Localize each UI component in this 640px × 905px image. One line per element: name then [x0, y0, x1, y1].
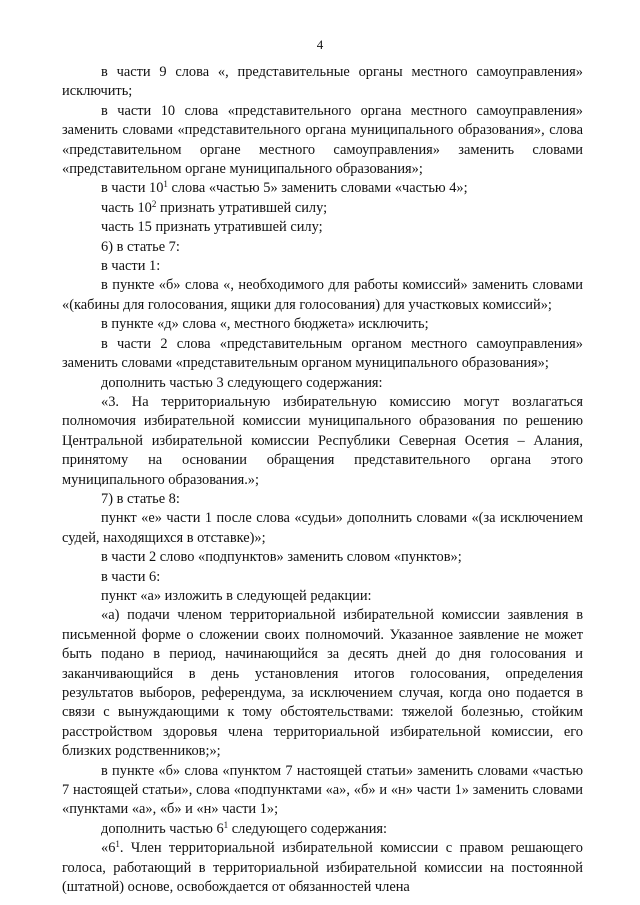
paragraph-text-end: . Член территориальной избирательной комиссии с правом решающего голоса, работающий в территориальной избирательной комиссии на постоянной (штатной) основе, освобождается от обязанностей члена	[62, 840, 583, 896]
paragraph	[62, 839, 583, 897]
document-body	[62, 63, 583, 897]
paragraph: 7) в статье 8:	[101, 490, 180, 507]
paragraph: «а) подачи членом территориальной избирательной комиссии заявления в письменной форме о сложении своих полномочий. Указанное заявление не может быть подано в период, начинающийся за десять дней до дня голосования и заканчивающийся в день установления итогов голосования, определения результатов выборов, референдума, за исключением случая, когда оно подается в связи с вынуждающими к тому обстоятельствами: тяжелой болезнью, стойким расстройством здоровья члена территориальной избирательной комиссии, его близких родственников;»;	[62, 607, 583, 760]
paragraph-text-start: в части 10	[101, 180, 164, 197]
superscript-index: 1	[115, 839, 120, 850]
paragraph: в пункте «б» слова «пунктом 7 настоящей статьи» заменить словами «частью 7 настоящей статьи», слова «подпунктами «а», «б» и «н» части 1» заменить словами «пунктами «а», «б» и «н» части 1»;	[62, 762, 583, 818]
superscript-index: 2	[151, 198, 157, 209]
superscript-index: 1	[163, 179, 168, 190]
paragraph: в части 2 слова «представительным органом местного самоуправления» заменить словами «представительным органом муниципального образования»;	[62, 335, 583, 372]
paragraph: 6) в статье 7:	[101, 238, 180, 255]
paragraph: в пункте «б» слова «, необходимого для работы комиссий» заменить словами «(кабины для голосования, ящики для голосования) для участковых комиссий»;	[62, 277, 583, 313]
paragraph: пункт «а» изложить в следующей редакции:	[101, 587, 372, 604]
paragraph-text-start: «6	[101, 840, 116, 857]
paragraph-text-end: следующего содержания:	[228, 820, 388, 837]
paragraph: часть 15 признать утратившей силу;	[101, 219, 323, 236]
paragraph: в части 1:	[101, 258, 161, 275]
paragraph-text-end: слова «частью 5» заменить словами «частью 4»;	[167, 180, 468, 197]
paragraph: в части 6:	[101, 568, 161, 585]
paragraph	[62, 179, 583, 198]
paragraph-text-start: часть 10	[101, 199, 152, 216]
paragraph: в части 9 слова «, представительные органы местного самоуправления» исключить;	[62, 64, 583, 100]
page-number: 4	[316, 37, 324, 52]
paragraph-text-end: признать утратившей силу;	[156, 199, 328, 216]
paragraph: в части 2 слово «подпунктов» заменить словом «пунктов»;	[101, 549, 462, 566]
paragraph-text-start: дополнить частью 6	[101, 820, 224, 837]
paragraph: в пункте «д» слова «, местного бюджета» исключить;	[101, 316, 429, 333]
paragraph: в части 10 слова «представительного органа местного самоуправления» заменить словами «представительного органа муниципального образования», слова «представительном органе местного самоуправления» заменить словами «представительном органе муниципального образования»;	[62, 102, 583, 178]
paragraph: дополнить частью 3 следующего содержания:	[101, 374, 383, 391]
paragraph: «3. На территориальную избирательную комиссию могут возлагаться полномочия избирательной комиссии муниципального образования по решению Центральной избирательной комиссии Республики Северная Осетия – Алания, принятому на основании обращения представительного органа этого муниципального образования.»;	[62, 393, 583, 488]
superscript-index: 1	[223, 819, 229, 830]
paragraph	[62, 199, 583, 218]
paragraph: пункт «е» части 1 после слова «судьи» дополнить словами «(за исключением судей, находящихся в отставке)»;	[62, 510, 583, 546]
paragraph	[62, 820, 583, 839]
